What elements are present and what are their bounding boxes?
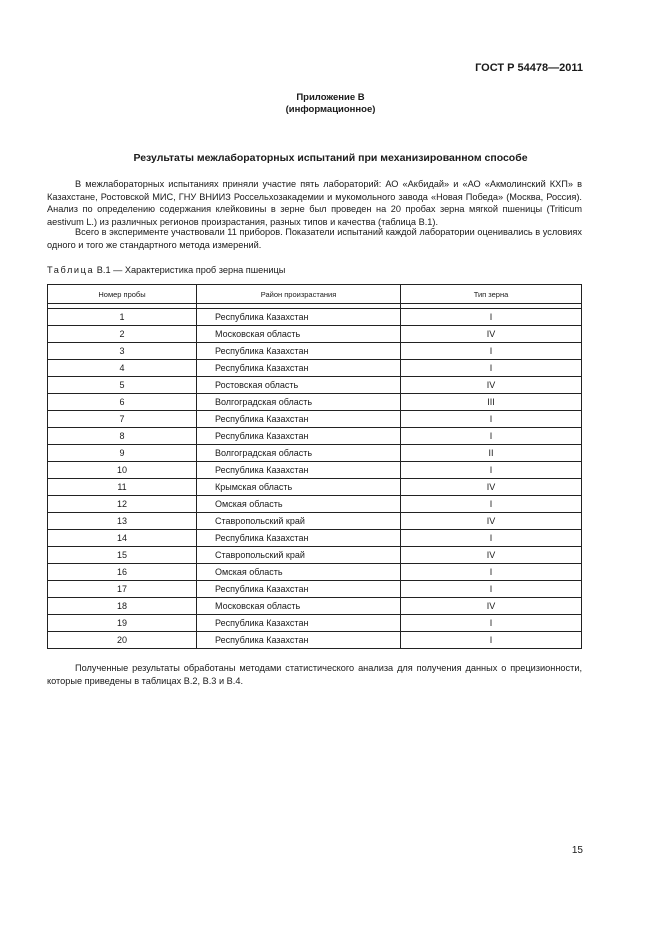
table-header-row: [48, 285, 582, 304]
cell-grain-type: IV: [401, 513, 582, 530]
cell-sample-number: 1: [48, 309, 197, 326]
table-row: [48, 326, 582, 343]
table-row: [48, 309, 582, 326]
table-row: [48, 615, 582, 632]
cell-region: Крымская область: [197, 479, 401, 496]
cell-grain-type: I: [401, 615, 582, 632]
cell-grain-type: I: [401, 564, 582, 581]
section-title: Результаты межлабораторных испытаний при механизированном способе: [133, 152, 528, 164]
table-row: [48, 530, 582, 547]
cell-sample-number: 9: [48, 445, 197, 462]
standard-code: ГОСТ Р 54478—2011: [475, 62, 583, 74]
table-row: [48, 394, 582, 411]
cell-sample-number: 18: [48, 598, 197, 615]
header-region: Район произрастания: [197, 285, 401, 304]
paragraph-instruments: Всего в эксперименте участвовали 11 приборов. Показатели испытаний каждой лаборатории оценивались в условиях одного и того же стандартного метода измерений.: [47, 227, 582, 250]
cell-sample-number: 7: [48, 411, 197, 428]
cell-sample-number: 2: [48, 326, 197, 343]
table-caption: [47, 265, 285, 275]
cell-grain-type: I: [401, 632, 582, 649]
cell-grain-type: III: [401, 394, 582, 411]
cell-grain-type: IV: [401, 479, 582, 496]
cell-region: Республика Казахстан: [197, 632, 401, 649]
cell-region: Ставропольский край: [197, 547, 401, 564]
table-row: [48, 581, 582, 598]
table-row: [48, 598, 582, 615]
table-row: [48, 479, 582, 496]
cell-region: Омская область: [197, 496, 401, 513]
cell-region: Московская область: [197, 326, 401, 343]
cell-region: Волгоградская область: [197, 445, 401, 462]
cell-region: Республика Казахстан: [197, 360, 401, 377]
cell-region: Республика Казахстан: [197, 581, 401, 598]
cell-sample-number: 11: [48, 479, 197, 496]
annex-title: Приложение В: [296, 92, 365, 103]
table-caption-text: В.1 — Характеристика проб зерна пшеницы: [96, 265, 286, 275]
cell-grain-type: IV: [401, 547, 582, 564]
cell-region: Республика Казахстан: [197, 530, 401, 547]
cell-region: Омская область: [197, 564, 401, 581]
cell-sample-number: 5: [48, 377, 197, 394]
header-sample-number: Номер пробы: [48, 285, 197, 304]
paragraph-participants: В межлабораторных испытаниях приняли участие пять лабораторий: АО «Акбидай» и «АО «Акмолинский КХП» в Казахстане, Ростовской МИС, ГНУ ВНИИЗ Россельхозакадемии и мукомольного завода «Новая Победа» (Москва, Россия). Анализ по определению содержания клейковины в зерне был проведен на 20 пробах зерна мягкой пшеницы (Triticum aestivum L.) из различных регионов произрастания, разных типов и качества (таблица В.1).: [47, 179, 582, 227]
cell-sample-number: 12: [48, 496, 197, 513]
cell-region: Республика Казахстан: [197, 462, 401, 479]
cell-region: Ставропольский край: [197, 513, 401, 530]
cell-grain-type: I: [401, 360, 582, 377]
cell-region: Ростовская область: [197, 377, 401, 394]
table-row: [48, 632, 582, 649]
cell-grain-type: I: [401, 496, 582, 513]
cell-grain-type: I: [401, 309, 582, 326]
cell-sample-number: 10: [48, 462, 197, 479]
cell-grain-type: IV: [401, 377, 582, 394]
cell-region: Волгоградская область: [197, 394, 401, 411]
cell-region: Республика Казахстан: [197, 615, 401, 632]
cell-grain-type: IV: [401, 598, 582, 615]
table-row: [48, 462, 582, 479]
cell-grain-type: II: [401, 445, 582, 462]
table-row: [48, 496, 582, 513]
table-caption-label: Таблица: [47, 265, 95, 275]
cell-region: Республика Казахстан: [197, 411, 401, 428]
samples-table: [47, 284, 582, 649]
cell-grain-type: I: [401, 530, 582, 547]
cell-grain-type: I: [401, 411, 582, 428]
annex-heading: [0, 92, 661, 116]
table-row: [48, 360, 582, 377]
table-row: [48, 343, 582, 360]
cell-region: Республика Казахстан: [197, 309, 401, 326]
cell-sample-number: 20: [48, 632, 197, 649]
table-row: [48, 445, 582, 462]
cell-sample-number: 14: [48, 530, 197, 547]
annex-subtitle: (информационное): [285, 104, 376, 115]
cell-sample-number: 13: [48, 513, 197, 530]
cell-grain-type: IV: [401, 326, 582, 343]
cell-sample-number: 8: [48, 428, 197, 445]
table-row: [48, 377, 582, 394]
cell-sample-number: 19: [48, 615, 197, 632]
cell-sample-number: 6: [48, 394, 197, 411]
cell-region: Республика Казахстан: [197, 343, 401, 360]
cell-region: Московская область: [197, 598, 401, 615]
table-row: [48, 513, 582, 530]
cell-sample-number: 15: [48, 547, 197, 564]
cell-grain-type: I: [401, 428, 582, 445]
cell-sample-number: 4: [48, 360, 197, 377]
page-number: 15: [571, 845, 583, 856]
table-row: [48, 428, 582, 445]
cell-sample-number: 17: [48, 581, 197, 598]
cell-sample-number: 3: [48, 343, 197, 360]
cell-grain-type: I: [401, 343, 582, 360]
cell-grain-type: I: [401, 581, 582, 598]
cell-grain-type: I: [401, 462, 582, 479]
paragraph-results: Полученные результаты обработаны методами статистического анализа для получения данных о прецизионности, которые приведены в таблицах В.2, В.3 и В.4.: [47, 663, 582, 686]
header-grain-type: Тип зерна: [401, 285, 582, 304]
table-row: [48, 564, 582, 581]
table-row: [48, 547, 582, 564]
cell-sample-number: 16: [48, 564, 197, 581]
table-row: [48, 411, 582, 428]
cell-region: Республика Казахстан: [197, 428, 401, 445]
